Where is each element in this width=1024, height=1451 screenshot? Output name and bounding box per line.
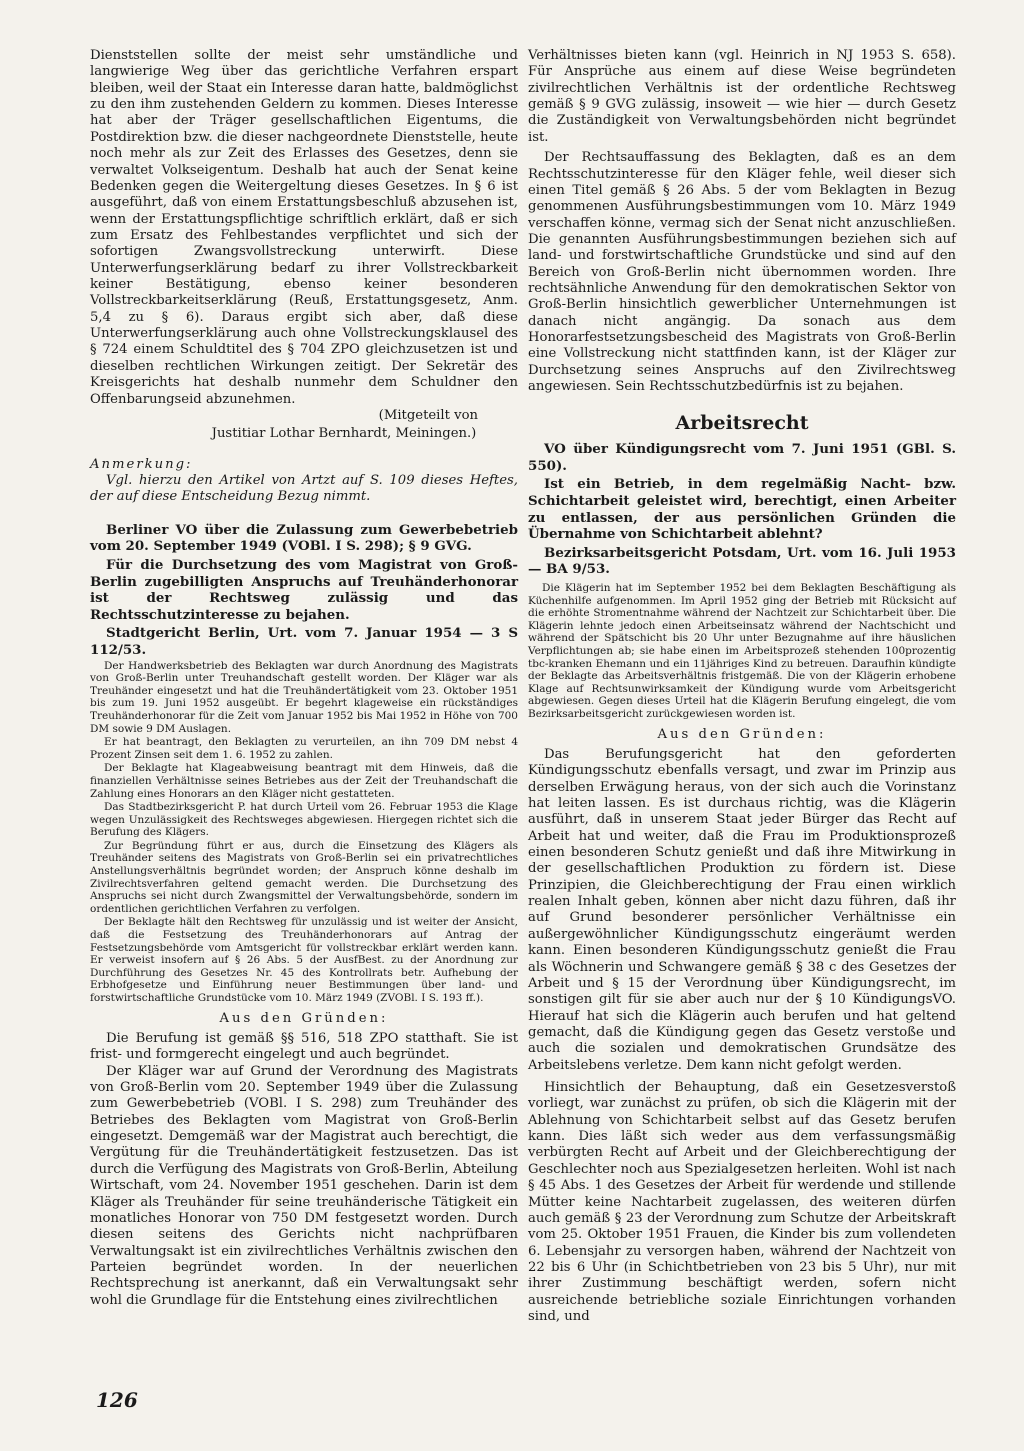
reasons-heading: Aus den Gründen: [657,726,827,742]
byline-author: Justitiar Lothar Bernhardt, Meiningen.) [211,426,477,442]
left-column [90,48,518,1309]
facts-paragraph: Der Beklagte hat Klageabweisung beantragt mit dem Hinweis, daß die finanziellen Verhältnisse seines Betriebes aus der Zeit der Treuhandschaft die Zahlung eines Honorars an den Kläger nicht gestatteten. [90,762,518,800]
case-heading-headnote: Ist ein Betrieb, in dem regelmäßig Nacht- bzw. Schichtarbeit geleistet wird, berechtigt, einen Arbeiter zu entlassen, der aus persönlichen Gründen die Übernahme von Schichtarbeit ablehnt? [528,476,956,543]
reasons-paragraph: Das Berufungsgericht hat den geforderten Kündigungsschutz ebenfalls versagt, und zwar im Prinzip aus derselben Erwägung heraus, von der sich auch die Vorinstanz hat leiten lassen. Es ist durchaus richtig, was die Klägerin ausführt, daß in unserem Staat jeder Bürger das Recht auf Arbeit hat und weiter, daß die Frau im Produktionsprozeß einen besonderen Schutz genießt und daß ihre Mitwirkung in der gesellschaftlichen Produktion zu fördern ist. Diese Prinzipien, die Gleichberechtigung der Frau einen wirklich realen Inhalt geben, können aber nicht dazu führen, daß ihr auf Grund besonderer persönlicher Verhältnisse ein außergewöhnlicher Kündigungsschutz eingeräumt werden kann. Einen besonderen Kündigungsschutz genießt die Frau als Wöchnerin und Schwangere gemäß § 38 c des Gesetzes der Arbeit und § 15 der Verordnung über Kündigungsrecht, im sonstigen gilt für sie aber auch nur der § 10 KündigungsVO. Hierauf hat sich die Klägerin auch berufen und hat geltend gemacht, daß die Kündigung gegen das Gesetz verstoße und auch die sozialen und demokratischen Grundsätze des Arbeitslebens verletze. Dem kann nicht gefolgt werden. [528,746,956,1073]
case-heading-headnote: Für die Durchsetzung des vom Magistrat von Groß-Berlin zugebilligten Anspruchs auf Treuhänderhonorar ist der Rechtsweg zulässig und das Rechtsschutzinteresse zu bejahen. [90,556,518,623]
continuation-paragraph: Der Rechtsauffassung des Beklagten, daß es an dem Rechtsschutzinteresse für den Kläger fehle, weil dieser sich einen Titel gemäß § 26 Abs. 5 der vom Beklagten in Bezug genommenen Ausführungsbestimmungen vom 10. März 1949 verschaffen könne, vermag sich der Senat nicht anzuschließen. Die genannten Ausführungsbestimmungen beziehen sich auf land- und forstwirtschaftliche Grundstücke und sind auf den Bereich von Groß-Berlin nicht übernommen worden. Ihre rechtsähnliche Anwendung für den demokratischen Sektor von Groß-Berlin hinsichtlich gewerblicher Unternehmungen ist danach nicht angängig. Da sonach aus dem Honorarfestsetzungsbescheid des Magistrats von Groß-Berlin eine Vollstreckung nicht stattfinden kann, ist der Kläger zur Durchsetzung seines Anspruchs auf den Zivilrechtsweg angewiesen. Sein Rechtsschutzbedürfnis ist zu bejahen. [528,150,956,395]
right-column [528,48,956,1325]
byline-communicated: (Mitgeteilt von [378,407,478,423]
case-heading-regulation: Berliner VO über die Zulassung zum Gewerbebetrieb vom 20. September 1949 (VOBl. I S. 298); § 9 GVG. [90,521,518,555]
facts-paragraph: Das Stadtbezirksgericht P. hat durch Urteil vom 26. Februar 1953 die Klage wegen Unzulässigkeit des Rechtsweges abgewiesen. Hiergegen richtet sich die Berufung des Klägers. [90,801,518,839]
case-heading-court: Bezirksarbeitsgericht Potsdam, Urt. vom 16. Juli 1953 — BA 9/53. [528,544,956,578]
annotation-label: Anmerkung: [90,456,193,472]
continuation-paragraph: Verhältnisses bieten kann (vgl. Heinrich in NJ 1953 S. 658). Für Ansprüche aus einem auf diese Weise begründeten zivilrechtlichen Verhältnis ist der ordentliche Rechtsweg gemäß § 9 GVG zulässig, insoweit — wie hier — durch Gesetz die Zuständigkeit von Verwaltungsbehörden nicht begründet ist. [528,48,956,145]
reasons-paragraph: Der Kläger war auf Grund der Verordnung des Magistrats von Groß-Berlin vom 20. September 1949 über die Zulassung zum Gewerbebetrieb (VOBl. I S. 298) zum Treuhänder des Betriebes des Beklagten vom Magistrat von Groß-Berlin eingesetzt. Demgemäß war der Magistrat auch berechtigt, die Vergütung für die Treuhändertätigkeit festzusetzen. Das ist durch die Verfügung des Magistrats von Groß-Berlin, Abteilung Wirtschaft, vom 24. November 1951 geschehen. Darin ist dem Kläger als Treuhänder für seine treuhänderische Tätigkeit ein monatliches Honorar von 750 DM festgesetzt worden. Durch diesen seitens des Gerichts nicht nachprüfbaren Verwaltungsakt ist ein zivilrechtliches Verhältnis zwischen den Parteien begründet worden. In der neuerlichen Rechtsprechung ist anerkannt, daß ein Verwaltungsakt sehr wohl die Grundlage für die Entstehung eines zivilrechtlichen [90,1063,518,1308]
facts-paragraph: Der Handwerksbetrieb des Beklagten war durch Anordnung des Magistrats von Groß-Berlin unter Treuhandschaft gestellt worden. Der Kläger war als Treuhänder eingesetzt und hat die Treuhändertätigkeit vom 23. Oktober 1951 bis zum 19. Juni 1952 ausgeübt. Er begehrt klageweise ein rückständiges Treuhänderhonorar für die Zeit vom Januar 1952 bis Mai 1952 in Höhe von 700 DM sowie 9 DM Auslagen. [90,659,518,735]
annotation-text: Vgl. hierzu den Artikel von Artzt auf S. 109 dieses Heftes, der auf diese Entscheidung Bezug nimmt. [90,472,518,505]
reasons-heading: Aus den Gründen: [219,1010,389,1026]
case-heading-court: Stadtgericht Berlin, Urt. vom 7. Januar 1954 — 3 S 112/53. [90,625,518,658]
reasons-paragraph: Die Berufung ist gemäß §§ 516, 518 ZPO statthaft. Sie ist frist- und formgerecht eingelegt und auch begründet. [90,1030,518,1063]
section-title: Arbeitsrecht [675,411,809,434]
case-heading-regulation: VO über Kündigungsrecht vom 7. Juni 1951 (GBl. S. 550). [528,441,956,474]
facts-paragraph: Die Klägerin hat im September 1952 bei dem Beklagten Beschäftigung als Küchenhilfe aufgenommen. Im April 1952 ging der Betrieb mit Rücksicht auf die erhöhte Stromentnahme während der Nachtzeit zur Schichtarbeit über. Die Klägerin lehnte jedoch einen Arbeitseinsatz während der Nachtschicht und während der Spätschicht bis 20 Uhr unter Bezugnahme auf ihre häuslichen Verpflichtungen ab; sie habe einen im Arbeitsprozeß stehenden 100prozentig tbc-kranken Ehemann und ein 11jähriges Kind zu betreuen. Daraufhin kündigte der Beklagte das Arbeitsverhältnis fristgemäß. Die von der Klägerin erhobene Klage auf Rechtsunwirksamkeit der Kündigung wurde vom Arbeitsgericht abgewiesen. Gegen dieses Urteil hat die Klägerin Berufung eingelegt, die vom Bezirksarbeitsgericht zurückgewiesen worden ist. [528,581,956,720]
facts-paragraph: Er hat beantragt, den Beklagten zu verurteilen, an ihn 709 DM nebst 4 Prozent Zinsen seit dem 1. 6. 1952 zu zahlen. [90,736,518,761]
facts-paragraph: Zur Begründung führt er aus, durch die Einsetzung des Klägers als Treuhänder seitens des Magistrats von Groß-Berlin sei ein privatrechtliches Anstellungsverhältnis begründet worden; der Anspruch könne deshalb im Zivilrechtsverfahren geltend gemacht werden. Die Durchsetzung des Anspruchs sei nicht durch Zwangsmittel der Verwaltungsbehörde, sondern im ordentlichen gerichtlichen Verfahren zu verfolgen. [90,839,518,915]
intro-paragraph: Dienststellen sollte der meist sehr umständliche und langwierige Weg über das gerichtliche Verfahren erspart bleiben, weil der Staat ein Interesse daran hatte, baldmöglichst zu den ihm zustehenden Geldern zu kommen. Dieses Interesse hat aber der Träger gesellschaftlichen Eigentums, die Postdirektion bzw. die dieser nachgeordnete Dienststelle, heute noch mehr als zur Zeit des Erlasses des Gesetzes, denn sie verwaltet Volkseigentum. Deshalb hat auch der Senat keine Bedenken gegen die Weitergeltung dieses Gesetzes. In § 6 ist ausgeführt, daß von einem Erstattungsbeschluß abzusehen ist, wenn der Erstattungspflichtige schriftlich erklärt, daß er sich zum Ersatz des Fehlbestandes verpflichtet und sich der sofortigen Zwangsvollstreckung unterwirft. Diese Unterwerfungserklärung bedarf zu ihrer Vollstreckbarkeit keiner Bestätigung, ebenso keiner besonderen Vollstreckbarkeitserklärung (Reuß, Erstattungsgesetz, Anm. 5,4 zu § 6). Daraus ergibt sich aber, daß diese Unterwerfungserklärung auch ohne Vollstreckungsklausel des § 724 einem Schuldtitel des § 704 ZPO gleichzusetzen ist und dieselben rechtlichen Wirkungen zeitigt. Der Sekretär des Kreisgerichts hat deshalb nunmehr dem Schuldner den Offenbarungseid abzunehmen. [90,48,518,407]
facts-paragraph: Der Beklagte hält den Rechtsweg für unzulässig und ist weiter der Ansicht, daß die Festsetzung des Treuhänderhonorars auf Antrag der Festsetzungsbehörde vom Amtsgericht für vollstreckbar erklärt werden kann. Er verweist insofern auf § 26 Abs. 5 der AusfBest. zu der Anordnung zur Durchführung des Gesetzes Nr. 45 des Kontrollrats betr. Aufhebung der Erbhofgesetze und Einführung neuer Bestimmungen über land- und forstwirtschaftliche Grundstücke vom 10. März 1949 (ZVOBl. I S. 193 ff.). [90,916,518,1005]
reasons-paragraph: Hinsichtlich der Behauptung, daß ein Gesetzesverstoß vorliegt, war zunächst zu prüfen, ob sich die Klägerin mit der Ablehnung von Schichtarbeit selbst auf das Gesetz berufen kann. Dies läßt sich weder aus dem verfassungsmäßig verbürgten Recht auf Arbeit und der Gleichberechtigung der Geschlechter noch aus Spezialgesetzen herleiten. Wohl ist nach § 45 Abs. 1 des Gesetzes der Arbeit für werdende und stillende Mütter keine Nachtarbeit zugelassen, des weiteren dürfen auch gemäß § 23 der Verordnung zum Schutze der Arbeitskraft vom 25. Oktober 1951 Frauen, die Kinder bis zum vollendeten 6. Lebensjahr zu versorgen haben, während der Nachtzeit von 22 bis 6 Uhr (in Schichtbetrieben von 23 bis 5 Uhr), nur mit ihrer Zustimmung beschäftigt werden, sofern nicht ausreichende betriebliche soziale Einrichtungen vorhanden sind, und [528,1080,956,1325]
page-number: 126 [96,1388,138,1412]
